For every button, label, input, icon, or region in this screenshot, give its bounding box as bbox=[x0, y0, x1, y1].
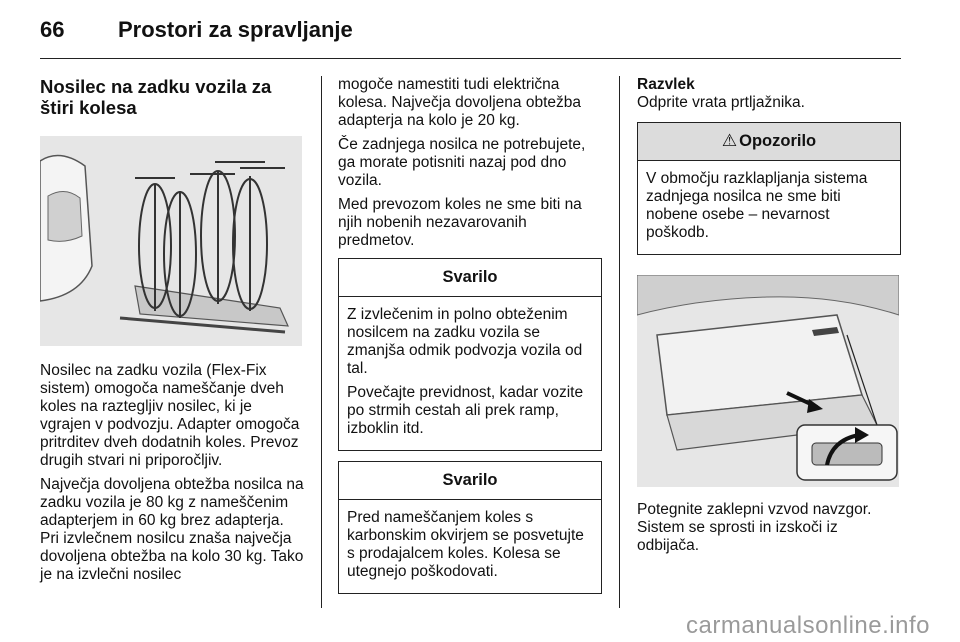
column-2 bbox=[338, 76, 602, 604]
warning-title: Opozorilo bbox=[739, 132, 817, 150]
paragraph: mogoče namestiti tudi električna kolesa. Največja dovoljena obtežba adapterja na kolo je 20 kg. bbox=[338, 76, 581, 129]
caution-box bbox=[338, 461, 602, 594]
column-divider bbox=[619, 76, 620, 608]
paragraph: Nosilec na zadku vozila (Flex-Fix sistem) omogoča nameščanje dveh koles na raztegljiv nosilec, ki je vgrajen v podvozju. Adapter omogoča pritrditev dveh dodatnih koles. Prevoz drugih stvari ni priporočljiv. bbox=[40, 362, 300, 469]
warning-box bbox=[637, 122, 901, 255]
caution-body bbox=[339, 500, 601, 593]
bike-carrier-illustration bbox=[40, 136, 302, 346]
paragraph: Odprite vrata prtljažnika. bbox=[637, 94, 805, 111]
paragraph: Če zadnjega nosilca ne potrebujete, ga morate potisniti nazaj pod dno vozila. bbox=[338, 136, 586, 189]
column-3 bbox=[637, 76, 901, 561]
warning-triangle-icon: ⚠ bbox=[721, 131, 738, 150]
warning-body bbox=[638, 161, 900, 254]
release-lever-drawing bbox=[637, 275, 899, 487]
column-1 bbox=[40, 76, 304, 590]
warning-text: V območju razklapljanja sistema zadnjega nosilca ne sme biti nobene osebe – nevarnost poškodb. bbox=[646, 170, 868, 241]
watermark: carmanualsonline.info bbox=[686, 612, 930, 639]
page-number: 66 bbox=[40, 17, 65, 42]
header-rule bbox=[40, 58, 901, 59]
chapter-title: Prostori za spravljanje bbox=[118, 17, 353, 42]
warning-header bbox=[638, 123, 900, 161]
bike-carrier-drawing bbox=[40, 136, 302, 346]
sub-title: Razvlek bbox=[637, 76, 695, 93]
caution-text: Z izvlečenim in polno obteženim nosilcem na zadku vozila se zmanjša odmik podvozja vozila od tal. bbox=[347, 306, 583, 377]
column-divider bbox=[321, 76, 322, 608]
caution-text: Pred nameščanjem koles s karbonskim okvirjem se posvetujte s prodajalcem koles. Kolesa se utegnejo poškodovati. bbox=[347, 509, 584, 580]
caution-title: Svarilo bbox=[339, 259, 601, 297]
paragraph: Med prevozom koles ne sme biti na njih nobenih nezavarovanih predmetov. bbox=[338, 196, 582, 249]
caution-body bbox=[339, 297, 601, 450]
caution-title: Svarilo bbox=[339, 462, 601, 500]
caution-box bbox=[338, 258, 602, 451]
release-lever-illustration bbox=[637, 275, 899, 487]
paragraph: Potegnite zaklepni vzvod navzgor. Sistem se sprosti in izskoči iz odbijača. bbox=[637, 501, 872, 554]
caution-text: Povečajte previdnost, kadar vozite po strmih cestah ali prek ramp, izboklin itd. bbox=[347, 384, 584, 437]
section-title: Nosilec na zadku vozila za štiri kolesa bbox=[40, 76, 272, 118]
paragraph: Največja dovoljena obtežba nosilca na zadku vozila je 80 kg z nameščenim adapterjem in 60 kg brez adapterja. Pri izvlečnem nosilcu znaša največja dovoljena obtežba na kolo 30 kg. Tako je na izvlečni nosilec bbox=[40, 476, 304, 583]
